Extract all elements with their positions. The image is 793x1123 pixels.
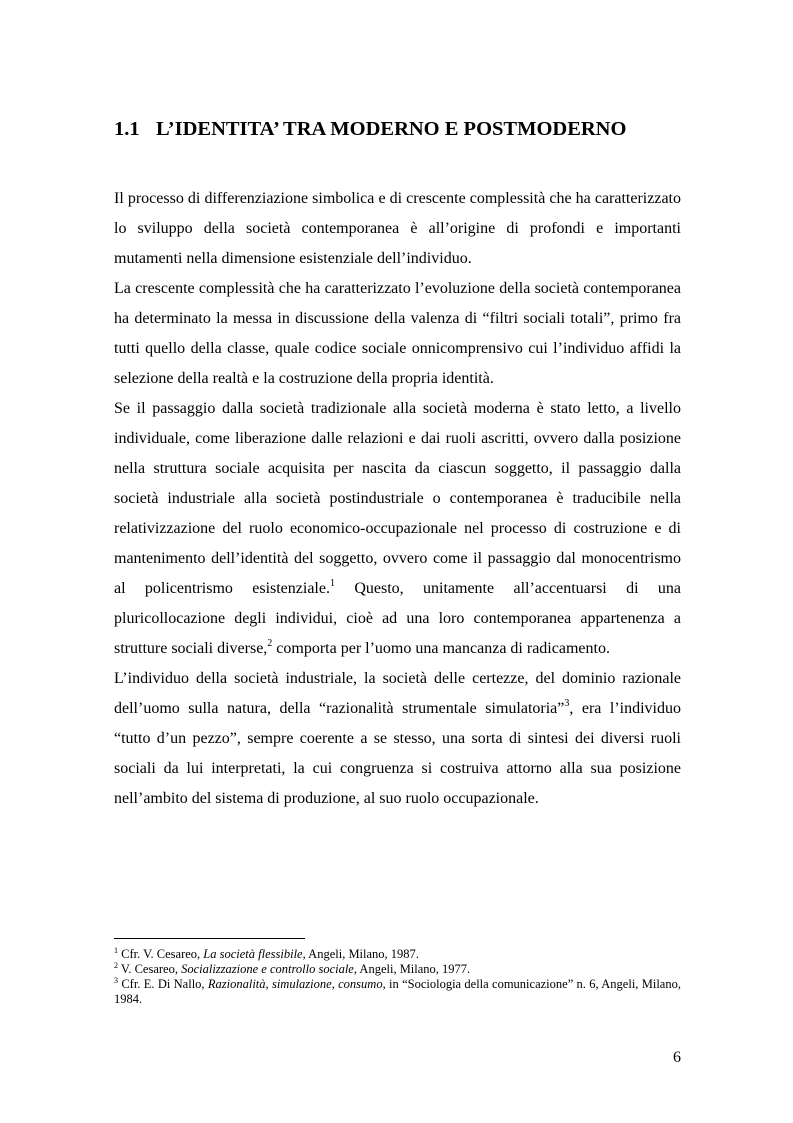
footnote-text: , in “Sociologia della comunicazione” n. 6, Angeli, Milano, 1984. xyxy=(114,977,681,1006)
paragraph-text: comporta per l’uomo una mancanza di radicamento. xyxy=(272,640,610,657)
page-number: 6 xyxy=(673,1049,681,1066)
footnote-text: , Angeli, Milano, 1987. xyxy=(302,947,419,961)
footnote-number: 3 xyxy=(114,976,118,985)
paragraph-text: , era l’individuo “tutto d’un pezzo”, sempre coerente a se stesso, una sorta di sintesi dei diversi ruoli sociali da lui interpretati, la cui congruenza si costruiva attorno alla sua posizione nell’ambito del sistema di produzione, al suo ruolo occupazionale. xyxy=(114,700,682,807)
footnote xyxy=(114,962,681,977)
footnote-text: Cfr. E. Di Nallo, xyxy=(118,977,208,991)
footnotes xyxy=(114,947,681,1007)
footnote-book-title: Socializzazione e controllo sociale xyxy=(181,962,354,976)
footnote-number: 1 xyxy=(114,946,118,955)
footnote-ref[interactable]: 2 xyxy=(267,638,273,649)
paragraph: Il processo di differenziazione simbolica e di crescente complessità che ha caratterizzato lo sviluppo della società contemporanea è all’origine di profondi e importanti mutamenti nella dimensione esistenziale dell’individuo. xyxy=(114,190,681,267)
paragraph xyxy=(114,394,681,664)
paragraph-text: Questo, unitamente all’accentuarsi di una pluricollocazione degli individui, cioè ad una loro contemporanea appartenenza a strutture sociali diverse, xyxy=(114,580,681,657)
footnote-number: 2 xyxy=(114,961,118,970)
footnote-ref[interactable]: 3 xyxy=(564,698,570,709)
paragraph-text: Se il passaggio dalla società tradizionale alla società moderna è stato letto, a livello individuale, come liberazione dalle relazioni e dai ruoli ascritti, ovvero dalla posizione nella struttura sociale acquisita per nascita da ciascun soggetto, il passaggio dalla società industriale alla società postindustriale o contemporanea è traducibile nella relativizzazione del ruolo economico-occupazionale nel processo di costruzione e di mantenimento dell’identità del soggetto, ovvero come il passaggio dal monocentrismo al policentrismo esistenziale. xyxy=(114,400,681,597)
paragraph xyxy=(114,664,681,814)
footnote-text: Cfr. V. Cesareo, xyxy=(118,947,204,961)
footnote-book-title: Razionalità, simulazione, consumo xyxy=(207,977,383,991)
section-number: 1.1 xyxy=(114,118,140,140)
section-heading xyxy=(114,116,694,142)
body-text xyxy=(114,184,681,814)
footnote-ref[interactable]: 1 xyxy=(329,578,335,589)
footnote-text: V. Cesareo, xyxy=(118,962,182,976)
footnote-text: , Angeli, Milano, 1977. xyxy=(353,962,471,976)
paragraph-text: L’individuo della società industriale, la società delle certezze, del dominio razionale dell’uomo sulla natura, della “razionalità strumentale simulatoria” xyxy=(114,670,681,717)
footnote xyxy=(114,977,681,1007)
footnote-book-title: La società flessibile xyxy=(203,947,303,961)
section-title: L’IDENTITA’ TRA MODERNO E POSTMODERNO xyxy=(156,118,627,140)
footnote xyxy=(114,947,681,962)
paragraph: La crescente complessità che ha caratterizzato l’evoluzione della società contemporanea ha determinato la messa in discussione della valenza di “filtri sociali totali”, primo fra tutti quello della classe, quale codice sociale onnicomprensivo cui l’individuo affidi la selezione della realtà e la costruzione della propria identità. xyxy=(114,280,681,387)
footnote-separator xyxy=(114,938,305,939)
